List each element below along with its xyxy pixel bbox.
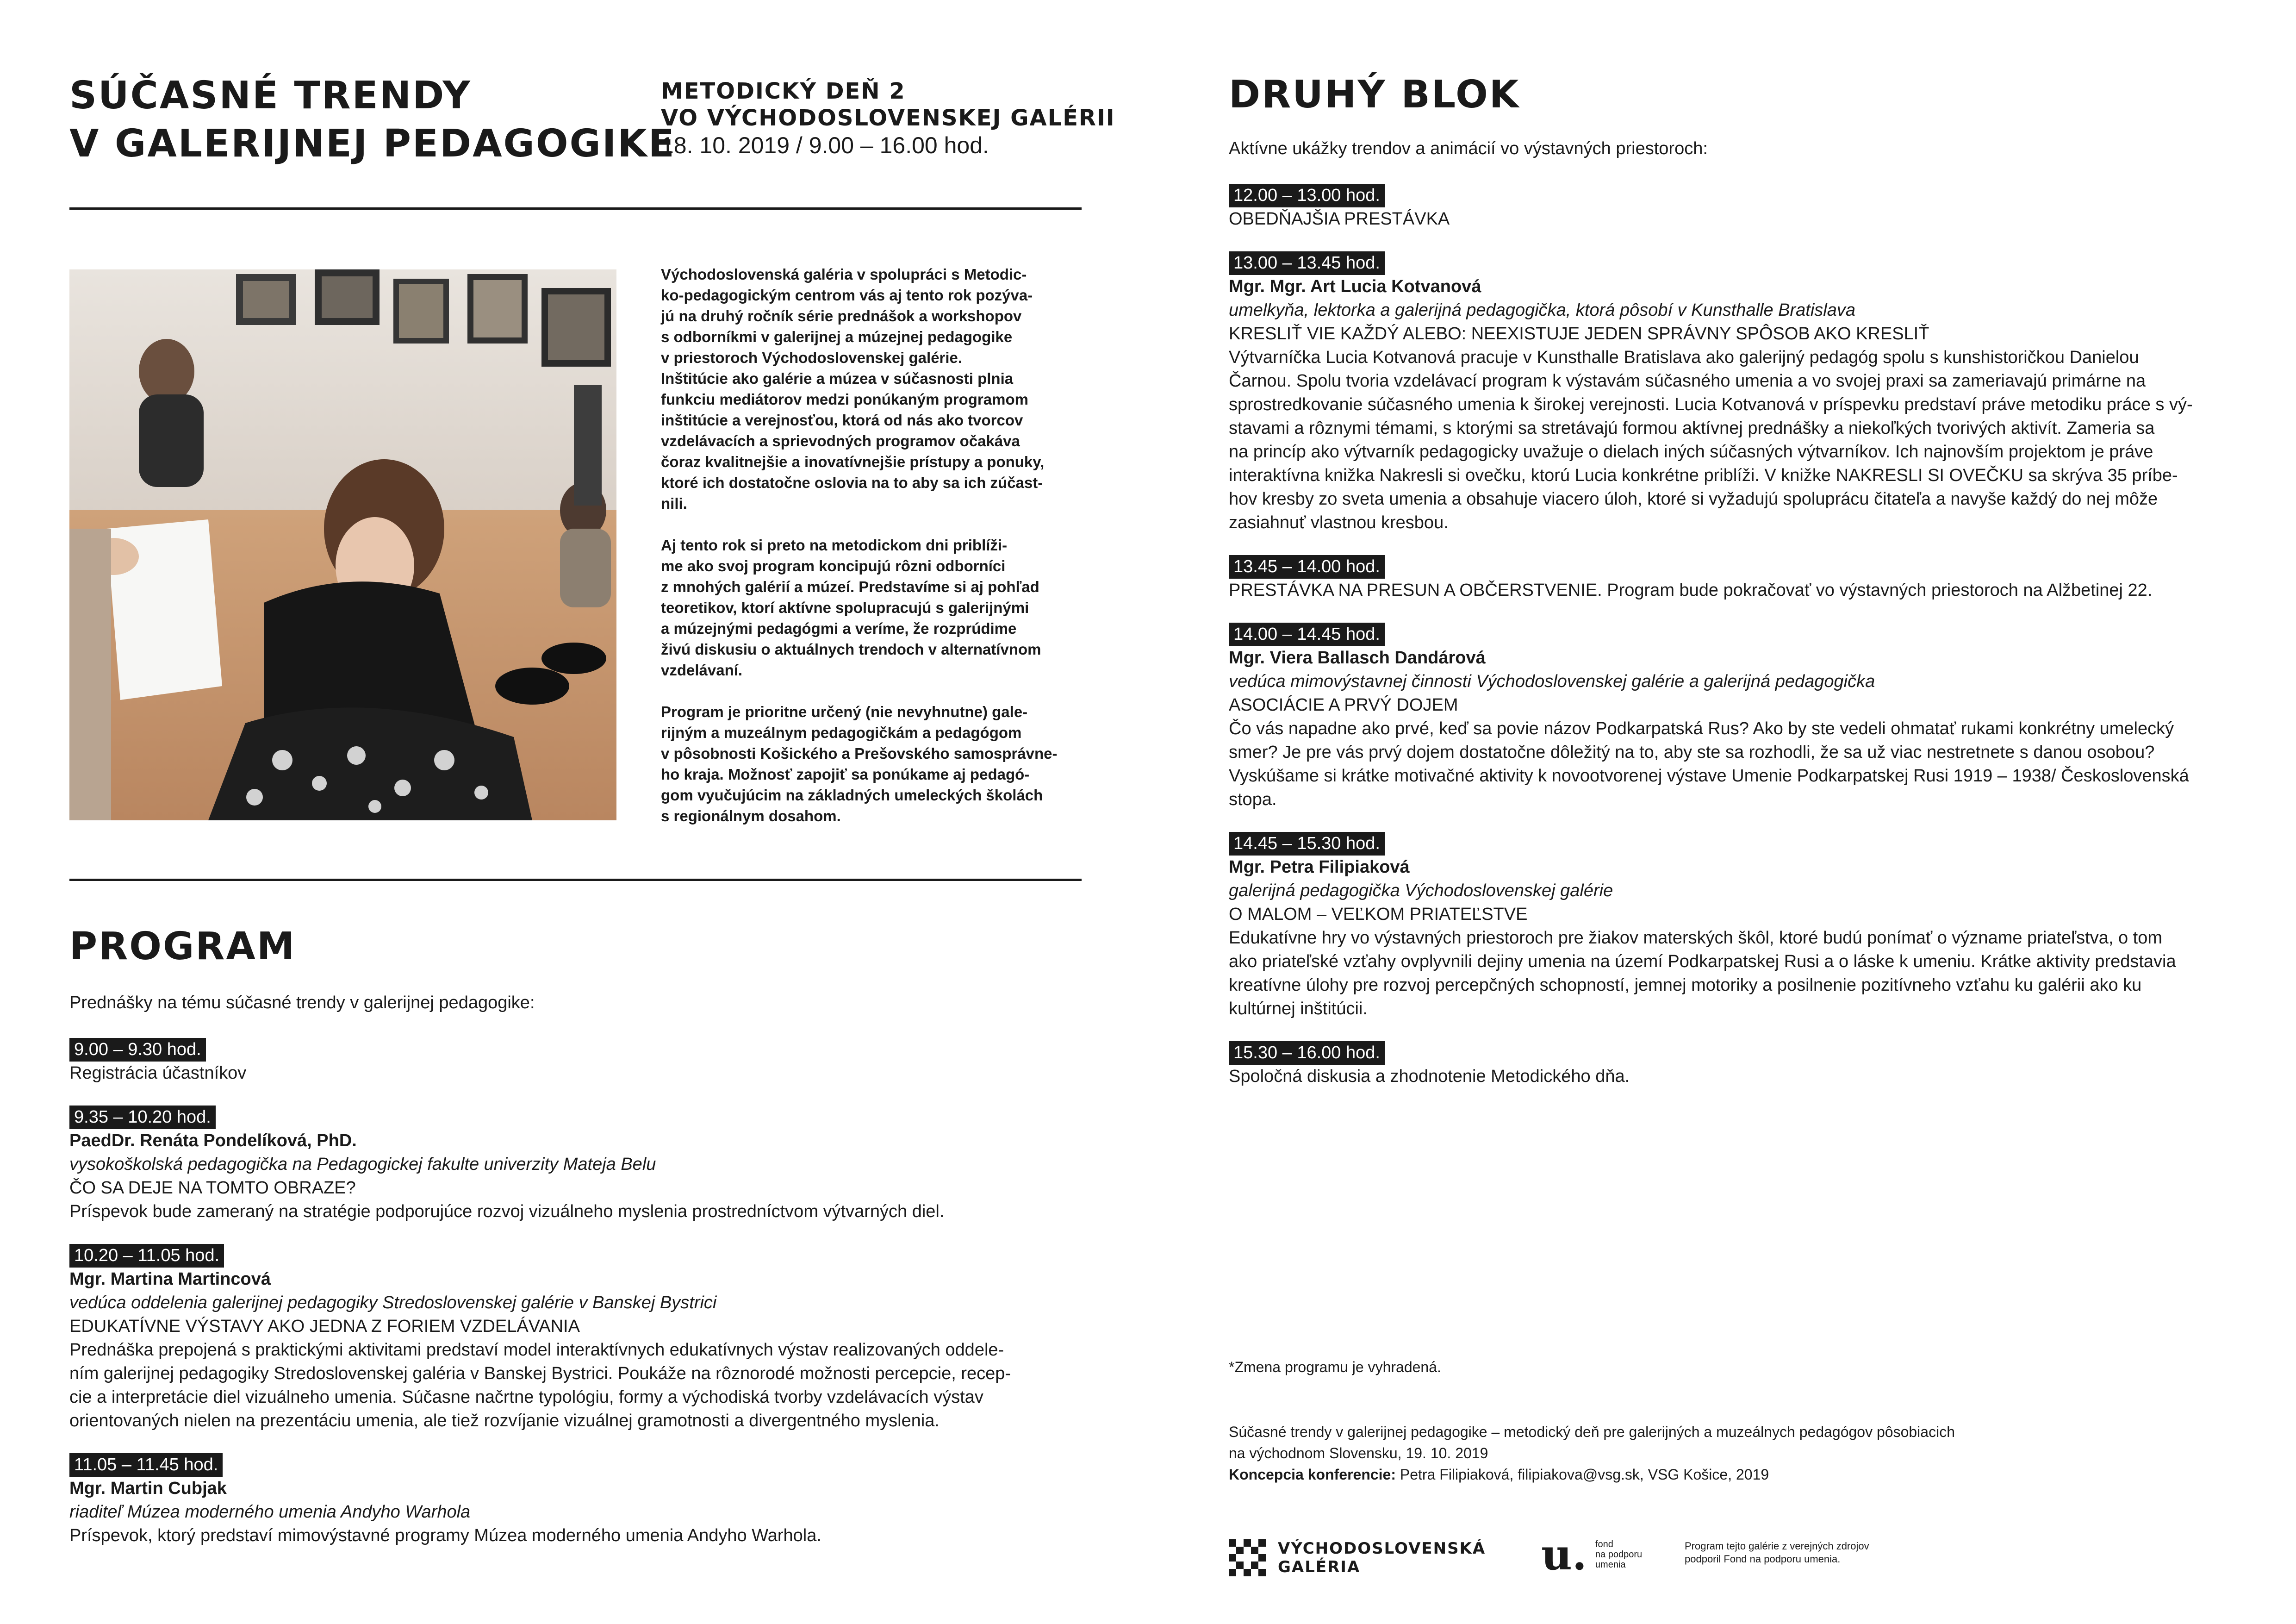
program-section [69,924,1088,1568]
vsg-logo-text [1278,1539,1486,1576]
intro-line: v priestoroch Východoslovenskej galérie. [661,349,963,366]
credits-line-2: na východnom Slovensku, 19. 10. 2019 [1229,1445,1488,1462]
talk-title: ČO SA DEJE NA TOMTO OBRAZE? [69,1178,356,1198]
title-line-1: SÚČASNÉ TRENDY [69,74,472,118]
photo-illustration [69,269,616,820]
event-name: METODICKÝ DEŇ 2 [661,78,906,104]
time-badge: 14.00 – 14.45 hod. [1229,623,1385,646]
intro-line: živú diskusiu o aktuálnych trendoch v alternatívnom [661,641,1041,658]
talk-description-line: sprostredkovanie súčasného umenia k širokej verejnosti. Lucia Kotvanová v príspevku predstaví práve metodiku práce s vý- [1229,395,2193,414]
program-item [1229,184,2247,231]
time-badge: 14.45 – 15.30 hod. [1229,832,1385,856]
talk-description-line: kultúrnej inštitúcii. [1229,999,1368,1018]
time-badge: 9.35 – 10.20 hod. [69,1106,216,1129]
program-item [69,1038,1088,1085]
second-block-section [1229,72,2247,1109]
event-date: 18. 10. 2019 / 9.00 – 16.00 hod. [661,132,989,158]
poster-title [69,72,676,168]
fpu-logo-line-2: na podporu [1595,1549,1643,1560]
talk-description-line: kreatívne úlohy pre rozvoj percepčných schopností, jemnej motoriky a posilnenie pozitívneho vzťahu ku galérii ako ku [1229,975,2142,995]
program-item [1229,832,2247,1021]
speaker-role: riaditeľ Múzea moderného umenia Andyho Warhola [69,1502,471,1522]
speaker-role: vedúca oddelenia galerijnej pedagogiky Stredoslovenskej galérie v Banskej Bystrici [69,1293,717,1312]
speaker-role: galerijná pedagogička Východoslovenskej galérie [1229,881,1613,900]
second-block-lead: Aktívne ukážky trendov a animácií vo výstavných priestoroch: [1229,139,1708,158]
change-note: *Zmena programu je vyhradená. [1229,1359,1441,1375]
intro-paragraph-1 [661,264,1087,514]
title-line-2: V GALERIJNEJ PEDAGOGIKE [69,122,676,166]
time-badge: 13.45 – 14.00 hod. [1229,555,1385,579]
program-item [1229,251,2247,535]
event-venue: VO VÝCHODOSLOVENSKEJ GALÉRII [661,105,1115,131]
speaker-name: Mgr. Martina Martincová [69,1269,271,1289]
support-line-2: podporil Fond na podporu umenia. [1685,1553,1841,1565]
talk-description-line: Vyskúšame si krátke motivačné aktivity k novootvorenej výstave Umenie Podkarpatskej Rusi 1919 – 1938/ Československá [1229,766,2189,786]
intro-line: vzdelávacích a sprievodných programov očakáva [661,432,1020,450]
talk-description-line: stopa. [1229,790,1277,809]
speaker-role: vysokoškolská pedagogička na Pedagogickej fakulte univerzity Mateja Belu [69,1155,656,1174]
talk-description-line: interaktívna knižka Nakresli si ovečku, ktorú Lucia konkrétne priblíži. V knižke NAKRESLI SI OVEČKU sa skrýva 35 príbe- [1229,466,2178,485]
speaker-name: Mgr. Viera Ballasch Dandárová [1229,648,1486,668]
intro-line: gom vyučujúcim na základných umeleckých školách [661,787,1043,804]
credits [1229,1421,2247,1485]
intro-line: Program je prioritne určený (nie nevyhnutne) gale- [661,703,1028,720]
talk-description-line: smer? Je pre vás prvý dojem dostatočne dôležitý na to, aby ste sa rozhodli, že sa už viac nestretnete s danou osobou? [1229,743,2155,762]
speaker-role: vedúca mimovýstavnej činnosti Východoslovenskej galérie a galerijná pedagogička [1229,672,1875,691]
gallery-workshop-photo [69,269,616,820]
intro-line: Východoslovenská galéria v spolupráci s Metodic- [661,266,1027,283]
intro-line: Aj tento rok si preto na metodickom dni priblíži- [661,537,1008,554]
fpu-logo [1541,1531,1642,1578]
intro-paragraph-3 [661,701,1087,826]
intro-text [661,264,1087,847]
intro-line: ktoré ich dostatočne oslovia na to aby sa ich zúčast- [661,474,1043,491]
talk-description: Príspevok, ktorý predstaví mimovýstavné programy Múzea moderného umenia Andyho Warhola. [69,1526,821,1545]
intro-line: v pôsobnosti Košického a Prešovského samosprávne- [661,745,1058,762]
intro-line: rijným a muzeálnym pedagogičkám a pedagógom [661,724,1022,741]
time-badge: 12.00 – 13.00 hod. [1229,184,1385,207]
program-item [1229,623,2247,812]
program-lead: Prednášky na tému súčasné trendy v galerijnej pedagogike: [69,993,535,1012]
program-item [69,1244,1088,1433]
talk-description-line: stavami a rôznymi témami, s ktorými sa stretávajú formou aktívnej prednášky a niekoľkých tvorivých aktivít. Zameria sa [1229,418,2155,438]
intro-line: ho kraja. Možnosť zapojiť sa ponúkame aj pedagó- [661,766,1030,783]
fpu-logo-mark: u. [1541,1530,1587,1580]
talk-description-line: Prednáška prepojená s praktickými aktivitami predstaví model interaktívnych edukatívnych výstav realizovaných oddele- [69,1340,1004,1360]
concept-label: Koncepcia konferencie: [1229,1466,1396,1483]
talk-title: O MALOM – VEĽKOM PRIATEĽSTVE [1229,905,1528,924]
program-title: PROGRAM [69,924,296,968]
item-text: OBEDŇAJŠIA PRESTÁVKA [1229,209,1450,229]
item-text: PRESTÁVKA NA PRESUN A OBČERSTVENIE. Program bude pokračovať vo výstavných priestoroch na Alžbetinej 22. [1229,581,2153,600]
program-item [1229,555,2247,602]
item-text: Registrácia účastníkov [69,1063,247,1083]
time-badge: 9.00 – 9.30 hod. [69,1038,206,1062]
intro-line: Inštitúcie ako galérie a múzea v súčasnosti plnia [661,370,1014,387]
talk-description: Príspevok bude zameraný na stratégie podporujúce rozvoj vizuálneho myslenia prostredníctvom výtvarných diel. [69,1202,945,1221]
item-text: Spoločná diskusia a zhodnotenie Metodického dňa. [1229,1067,1630,1086]
time-badge: 10.20 – 11.05 hod. [69,1244,224,1268]
talk-description-line: orientovaných nielen na prezentáciu umenia, ale tiež rozvíjanie vizuálnej gramotnosti a divergentného myslenia. [69,1411,940,1430]
intro-line: teoretikov, ktorí aktívne spolupracujú s galerijnými [661,599,1029,616]
talk-description-line: hov kresby zo sveta umenia a obsahuje viacero úloh, ktoré si vyžadujú spoluprácu čitateľa a navyše každý do nej môže [1229,489,2158,509]
support-line-1: Program tejto galérie z verejných zdrojov [1685,1540,1869,1552]
talk-description-line: Výtvarníčka Lucia Kotvanová pracuje v Kunsthalle Bratislava ako galerijný pedagóg spolu s kunshistoričkou Danielou [1229,348,2139,367]
talk-title: KRESLIŤ VIE KAŽDÝ ALEBO: NEEXISTUJE JEDEN SPRÁVNY SPÔSOB AKO KRESLIŤ [1229,324,1929,344]
talk-title: ASOCIÁCIE A PRVÝ DOJEM [1229,695,1458,715]
intro-line: s odborníkmi v galerijnej a múzejnej pedagogike [661,328,1013,345]
speaker-role: umelkyňa, lektorka a galerijná pedagogička, ktorá pôsobí v Kunsthalle Bratislava [1229,300,1855,320]
concept-value: Petra Filipiaková, filipiakova@vsg.sk, VSG Košice, 2019 [1396,1466,1769,1483]
intro-paragraph-2 [661,535,1087,681]
talk-title: EDUKATÍVNE VÝSTAVY AKO JEDNA Z FORIEM VZDELÁVANIA [69,1317,580,1336]
vsg-logo [1229,1537,1486,1579]
support-note [1685,1540,1869,1566]
intro-line: jú na druhý ročník série prednášok a workshopov [661,307,1022,325]
talk-description-line: Edukatívne hry vo výstavných priestoroch pre žiakov materských škôl, ktoré budú ponímať o význame priateľstva, o tom [1229,928,2163,948]
program-item [1229,1041,2247,1088]
talk-description-line: Čarnou. Spolu tvoria vzdelávací program k výstavám súčasného umenia a vo svojej praxi sa zameriavajú primárne na [1229,371,2146,391]
talk-description-line: ako priateľské vzťahy ovplyvnili dejiny umenia na území Podkarpatskej Rusi a o láske k umeniu. Krátke aktivity predstavia [1229,952,2176,971]
talk-description-line: na princíp ako výtvarník pedagogicky uvažuje o dielach iných súčasných výtvarníkov. Ich najnovším projektom je práve [1229,442,2153,462]
event-info [661,78,1115,159]
talk-description-line: cie a interpretácie diel vizuálneho umenia. Súčasne načrtne typológiu, formy a východiská tvorby vzdelávacích výstav [69,1387,983,1407]
intro-line: me ako svoj program koncipujú rôzni odborníci [661,557,1006,575]
intro-line: nili. [661,495,687,512]
intro-line: s regionálnym dosahom. [661,807,841,824]
vsg-logo-icon [1229,1539,1266,1576]
vsg-logo-line-1: VÝCHODOSLOVENSKÁ [1278,1539,1486,1558]
time-badge: 13.00 – 13.45 hod. [1229,251,1385,275]
second-block-title: DRUHÝ BLOK [1229,73,1520,117]
intro-line: inštitúcie a verejnosťou, ktorá od nás ako tvorcov [661,412,1023,429]
program-item [69,1453,1088,1548]
speaker-name: Mgr. Mgr. Art Lucia Kotvanová [1229,277,1481,296]
divider-middle [69,879,1082,881]
program-item [69,1106,1088,1224]
speaker-name: Mgr. Petra Filipiaková [1229,857,1410,877]
time-badge: 11.05 – 11.45 hod. [69,1453,223,1477]
credits-line-1: Súčasné trendy v galerijnej pedagogike – metodický deň pre galerijných a muzeálnych pedagógov pôsobiacich [1229,1424,1955,1440]
time-badge: 15.30 – 16.00 hod. [1229,1041,1385,1065]
intro-line: a múzejnými pedagógmi a veríme, že rozprúdime [661,620,1017,637]
intro-line: čoraz kvalitnejšie a inovatívnejšie prístupy a ponuky, [661,453,1045,470]
vsg-logo-line-2: GALÉRIA [1278,1558,1361,1576]
intro-line: z mnohých galérií a múzeí. Predstavíme si aj pohľad [661,578,1039,595]
intro-line: vzdelávaní. [661,662,743,679]
intro-line: funkciu mediátorov medzi ponúkaným programom [661,391,1028,408]
speaker-name: PaedDr. Renáta Pondelíková, PhD. [69,1131,357,1150]
talk-description-line: ním galerijnej pedagogiky Stredoslovenskej galéria v Banskej Bystrici. Poukáže na rôznorodé možnosti percepcie, recep- [69,1364,1011,1383]
speaker-name: Mgr. Martin Cubjak [69,1479,227,1498]
divider-top [69,207,1082,210]
talk-description-line: zasiahnuť vlastnou kresbou. [1229,513,1449,532]
fpu-logo-line-1: fond [1595,1539,1613,1549]
fpu-logo-line-3: umenia [1595,1560,1626,1570]
intro-line: ko-pedagogickým centrom vás aj tento rok pozýva- [661,287,1033,304]
talk-description-line: Čo vás napadne ako prvé, keď sa povie názov Podkarpatská Rus? Ako by ste vedeli ohmatať rukami konkrétny umelecký [1229,719,2174,738]
fpu-logo-text [1595,1539,1642,1570]
